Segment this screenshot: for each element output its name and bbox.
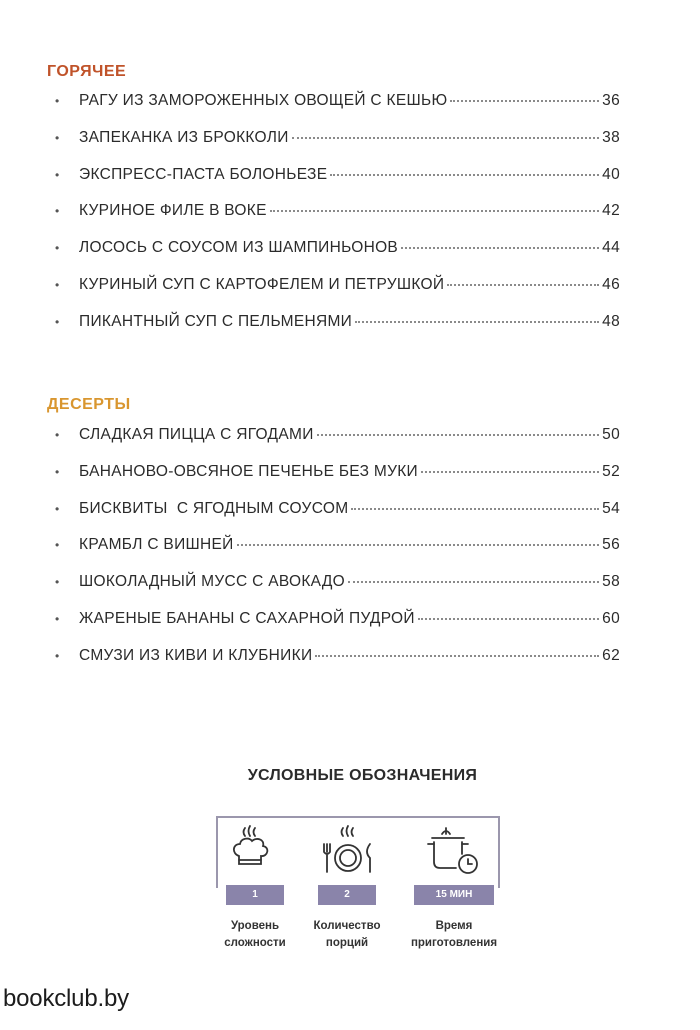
toc-entry[interactable] [55, 239, 620, 276]
caption-line: Уровень [230, 920, 280, 932]
toc-entry-title: СМУЗИ ИЗ КИВИ И КЛУБНИКИ [79, 646, 313, 664]
caption-line: приготовления [410, 937, 498, 949]
toc-entry-title: БАНАНОВО-ОВСЯНОЕ ПЕЧЕНЬЕ БЕЗ МУКИ [79, 462, 418, 480]
difficulty-caption [210, 918, 300, 952]
caption-line: сложности [224, 937, 286, 949]
toc-entry[interactable] [55, 610, 620, 647]
chef-hat-icon [228, 824, 272, 876]
leader-dots [450, 100, 599, 102]
toc-entry[interactable] [55, 573, 620, 610]
leader-dots [317, 434, 600, 436]
caption-line: порций [325, 937, 369, 949]
cooking-time-caption [398, 918, 510, 952]
toc-entry-page: 62 [602, 646, 620, 664]
bullet-icon: • [55, 611, 60, 626]
cooking-pot-timer-icon [424, 824, 484, 878]
toc-list-hot [55, 92, 620, 350]
toc-entry-page: 54 [602, 499, 620, 517]
toc-entry-title: ШОКОЛАДНЫЙ МУСС С АВОКАДО [79, 573, 345, 591]
toc-entry-page: 40 [602, 165, 620, 183]
bullet-icon: • [55, 167, 60, 182]
toc-entry-title: ЭКСПРЕСС-ПАСТА БОЛОНЬЕЗЕ [79, 165, 328, 183]
toc-entry-title: ЛОСОСЬ С СОУСОМ ИЗ ШАМПИНЬОНОВ [79, 239, 399, 257]
watermark: bookclub.by [3, 985, 129, 1012]
toc-entry-title: ЗАПЕКАНКА ИЗ БРОККОЛИ [79, 128, 289, 146]
toc-entry-page: 58 [602, 573, 620, 591]
toc-entry-title: КУРИНОЕ ФИЛЕ В ВОКЕ [79, 202, 267, 220]
toc-entry-title: ЖАРЕНЫЕ БАНАНЫ С САХАРНОЙ ПУДРОЙ [79, 609, 415, 627]
toc-entry-title: СЛАДКАЯ ПИЦЦА С ЯГОДАМИ [79, 426, 314, 443]
servings-caption [297, 918, 397, 952]
caption-line: Время [435, 920, 473, 932]
difficulty-badge: 1 [226, 885, 284, 905]
leader-dots [421, 471, 599, 473]
toc-entry-title: ПИКАНТНЫЙ СУП С ПЕЛЬМЕНЯМИ [79, 312, 353, 330]
bullet-icon: • [55, 575, 60, 590]
bullet-icon: • [55, 241, 60, 256]
servings-badge: 2 [318, 885, 376, 905]
section-title-desserts: ДЕСЕРТЫ [47, 396, 131, 413]
toc-entry-page: 36 [602, 92, 620, 109]
toc-entry[interactable] [55, 536, 620, 573]
bullet-icon: • [55, 94, 60, 108]
bullet-icon: • [55, 464, 60, 479]
toc-entry[interactable] [55, 202, 620, 239]
toc-entry-page: 42 [602, 202, 620, 220]
toc-entry[interactable] [55, 129, 620, 166]
legend-title: УСЛОВНЫЕ ОБОЗНАЧЕНИЯ [247, 767, 478, 784]
toc-entry[interactable] [55, 313, 620, 350]
toc-entry[interactable] [55, 500, 620, 537]
bullet-icon: • [55, 204, 60, 219]
leader-dots [270, 210, 599, 212]
leader-dots [330, 174, 599, 176]
plate-cutlery-icon [318, 824, 378, 876]
toc-entry[interactable] [55, 276, 620, 313]
toc-entry-title: РАГУ ИЗ ЗАМОРОЖЕННЫХ ОВОЩЕЙ С КЕШЬЮ [79, 92, 448, 109]
toc-entry-page: 60 [602, 609, 620, 627]
toc-entry-page: 50 [602, 426, 620, 443]
leader-dots [401, 247, 599, 249]
toc-entry[interactable] [55, 463, 620, 500]
section-title-hot: ГОРЯЧЕЕ [47, 63, 127, 80]
bullet-icon: • [55, 314, 60, 329]
toc-entry-page: 52 [602, 462, 620, 480]
leader-dots [348, 581, 599, 583]
caption-line: Количество [313, 920, 381, 932]
bullet-icon: • [55, 130, 60, 145]
bullet-icon: • [55, 501, 60, 516]
toc-entry[interactable] [55, 166, 620, 203]
leader-dots [418, 618, 599, 620]
toc-entry-title: КРАМБЛ С ВИШНЕЙ [79, 536, 234, 554]
toc-entry-title: КУРИНЫЙ СУП С КАРТОФЕЛЕМ И ПЕТРУШКОЙ [79, 275, 445, 293]
toc-entry[interactable] [55, 92, 620, 129]
cooking-time-badge: 15 МИН [414, 885, 494, 905]
toc-entry[interactable] [55, 426, 620, 463]
toc-entry[interactable] [55, 647, 620, 684]
leader-dots [315, 655, 599, 657]
leader-dots [351, 508, 599, 510]
leader-dots [447, 284, 599, 286]
toc-list-desserts [55, 426, 620, 684]
toc-entry-page: 56 [602, 536, 620, 554]
leader-dots [355, 321, 599, 323]
bullet-icon: • [55, 428, 60, 442]
toc-entry-page: 46 [602, 275, 620, 293]
leader-dots [292, 137, 600, 139]
bullet-icon: • [55, 277, 60, 292]
toc-entry-page: 48 [602, 312, 620, 330]
bullet-icon: • [55, 538, 60, 553]
toc-entry-page: 44 [602, 239, 620, 257]
toc-entry-page: 38 [602, 128, 620, 146]
toc-entry-title: БИСКВИТЫ С ЯГОДНЫМ СОУСОМ [79, 499, 349, 517]
leader-dots [237, 544, 600, 546]
bullet-icon: • [55, 648, 60, 663]
